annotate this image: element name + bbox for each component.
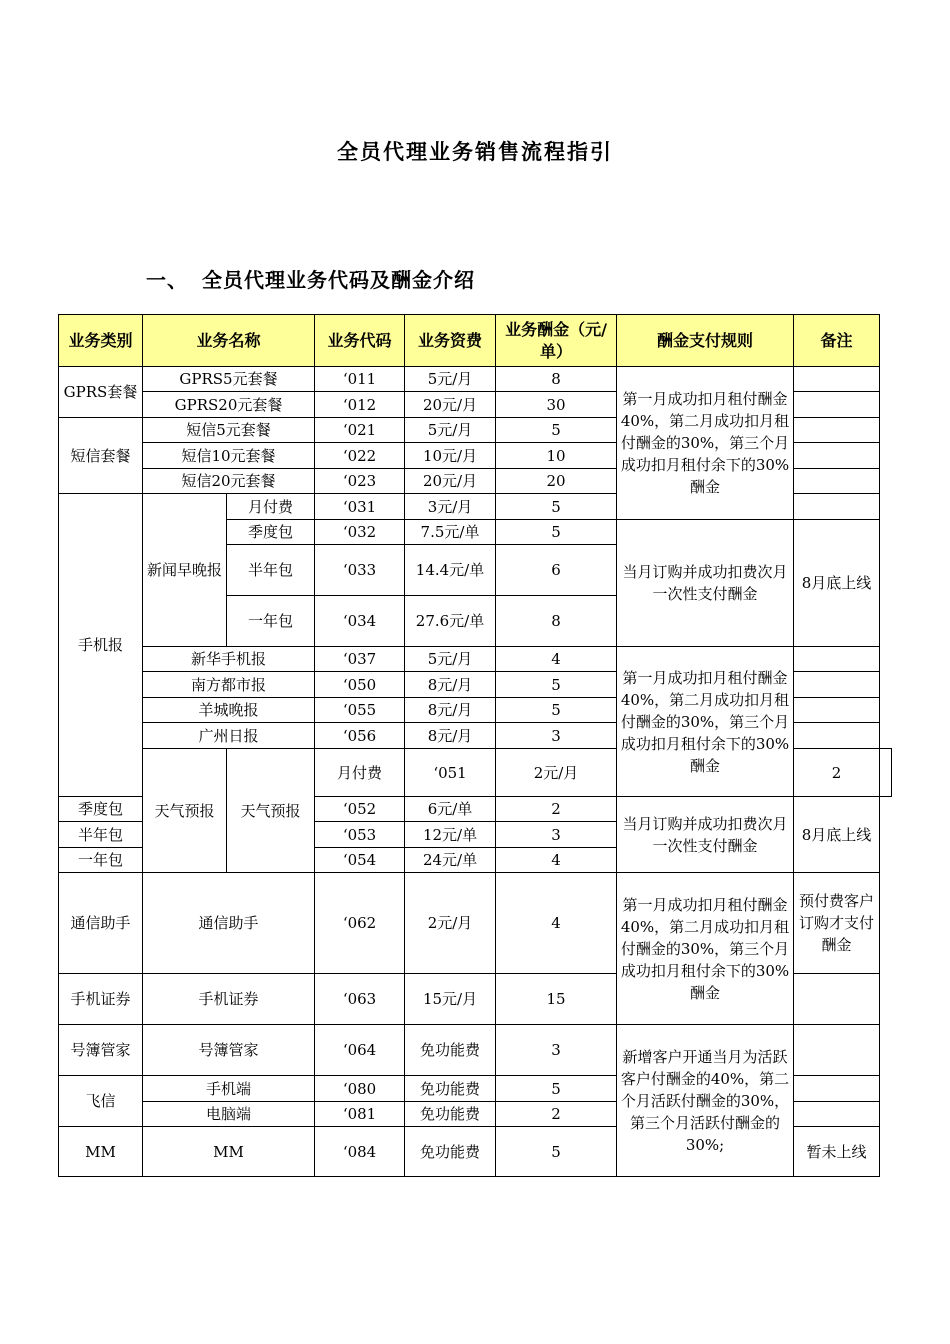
name-cell: 半年包 bbox=[59, 822, 143, 848]
reward-cell: 3 bbox=[496, 723, 617, 749]
section-number: 一、 bbox=[146, 268, 188, 292]
table-row bbox=[59, 873, 892, 974]
rule-cell: 新增客户开通当月为活跃客户付酬金的40%，第二个月活跃付酬金的30%，第三个月活跃付酬金的30%; bbox=[617, 1025, 794, 1177]
section-heading bbox=[146, 264, 475, 293]
remark-cell bbox=[794, 494, 880, 520]
rule-cell: 第一月成功扣月租付酬金40%，第二月成功扣月租付酬金的30%，第三个月成功扣月租付余下的30%酬金 bbox=[617, 367, 794, 520]
header-rule: 酬金支付规则 bbox=[617, 315, 794, 367]
reward-cell: 4 bbox=[496, 873, 617, 974]
fee-cell: 20元/月 bbox=[405, 469, 496, 494]
rule-cell: 第一月成功扣月租付酬金40%，第二月成功扣月租付酬金的30%，第三个月成功扣月租付余下的30%酬金 bbox=[617, 873, 794, 1025]
fee-cell: 6元/单 bbox=[405, 797, 496, 822]
code-cell: ‘056 bbox=[315, 723, 405, 749]
name-cell: 短信10元套餐 bbox=[143, 443, 315, 469]
name-cell: 手机证券 bbox=[143, 974, 315, 1025]
reward-cell: 5 bbox=[496, 672, 617, 698]
name-cell: 羊城晚报 bbox=[143, 698, 315, 723]
remark-cell bbox=[794, 392, 880, 418]
remark-cell bbox=[794, 647, 880, 672]
reward-cell: 4 bbox=[496, 647, 617, 672]
reward-cell: 6 bbox=[496, 545, 617, 596]
reward-cell: 5 bbox=[496, 418, 617, 443]
reward-cell: 10 bbox=[496, 443, 617, 469]
category-cell: 手机证券 bbox=[59, 974, 143, 1025]
code-cell: ‘052 bbox=[315, 797, 405, 822]
code-cell: ‘081 bbox=[315, 1102, 405, 1127]
table-row bbox=[59, 1025, 892, 1076]
code-cell: ‘084 bbox=[315, 1127, 405, 1177]
reward-cell: 3 bbox=[496, 822, 617, 848]
header-row bbox=[59, 315, 892, 367]
code-cell: ‘063 bbox=[315, 974, 405, 1025]
fee-cell: 免功能费 bbox=[405, 1025, 496, 1076]
name-cell: 号簿管家 bbox=[143, 1025, 315, 1076]
table-row bbox=[59, 367, 892, 392]
reward-cell: 30 bbox=[496, 392, 617, 418]
reward-cell: 20 bbox=[496, 469, 617, 494]
header-reward: 业务酬金（元/单） bbox=[496, 315, 617, 367]
name-cell: 广州日报 bbox=[143, 723, 315, 749]
reward-cell: 2 bbox=[496, 797, 617, 822]
code-cell: ‘055 bbox=[315, 698, 405, 723]
code-cell: ‘053 bbox=[315, 822, 405, 848]
remark-cell: 预付费客户订购才支付酬金 bbox=[794, 873, 880, 974]
fee-cell: 免功能费 bbox=[405, 1102, 496, 1127]
remark-cell bbox=[794, 367, 880, 392]
fee-cell: 免功能费 bbox=[405, 1127, 496, 1177]
code-cell: ‘034 bbox=[315, 596, 405, 647]
category-cell: GPRS套餐 bbox=[59, 367, 143, 418]
fee-cell: 免功能费 bbox=[405, 1076, 496, 1102]
fee-cell: 7.5元/单 bbox=[405, 520, 496, 545]
remark-cell bbox=[794, 443, 880, 469]
reward-cell: 8 bbox=[496, 367, 617, 392]
reward-cell: 2 bbox=[496, 1102, 617, 1127]
name-cell: 月付费 bbox=[315, 749, 405, 797]
category-cell: 短信套餐 bbox=[59, 418, 143, 494]
remark-cell bbox=[794, 698, 880, 723]
name-cell: 电脑端 bbox=[143, 1102, 315, 1127]
name-cell: GPRS20元套餐 bbox=[143, 392, 315, 418]
remark-cell bbox=[794, 1102, 880, 1127]
code-cell: ‘011 bbox=[315, 367, 405, 392]
reward-cell: 8 bbox=[496, 596, 617, 647]
remark-cell bbox=[794, 672, 880, 698]
name-cell: 一年包 bbox=[59, 848, 143, 873]
code-cell: ‘033 bbox=[315, 545, 405, 596]
code-cell: ‘054 bbox=[315, 848, 405, 873]
code-cell: ‘021 bbox=[315, 418, 405, 443]
name-cell: 短信5元套餐 bbox=[143, 418, 315, 443]
fee-cell: 5元/月 bbox=[405, 367, 496, 392]
fee-cell: 14.4元/单 bbox=[405, 545, 496, 596]
name-cell: 月付费 bbox=[227, 494, 315, 520]
code-cell: ‘031 bbox=[315, 494, 405, 520]
code-cell: ‘032 bbox=[315, 520, 405, 545]
code-cell: ‘050 bbox=[315, 672, 405, 698]
reward-cell: 5 bbox=[496, 494, 617, 520]
rule-cell: 当月订购并成功扣费次月一次性支付酬金 bbox=[617, 520, 794, 647]
fee-cell: 24元/单 bbox=[405, 848, 496, 873]
name-cell: 南方都市报 bbox=[143, 672, 315, 698]
code-cell: ‘012 bbox=[315, 392, 405, 418]
rule-cell: 当月订购并成功扣费次月一次性支付酬金 bbox=[617, 797, 794, 873]
name-cell: 季度包 bbox=[227, 520, 315, 545]
header-category: 业务类别 bbox=[59, 315, 143, 367]
remark-cell bbox=[794, 1025, 880, 1076]
page-title: 全员代理业务销售流程指引 bbox=[337, 140, 613, 164]
remark-cell bbox=[880, 749, 892, 797]
code-cell: ‘080 bbox=[315, 1076, 405, 1102]
fee-cell: 12元/单 bbox=[405, 822, 496, 848]
subgroup-cell: 天气预报 bbox=[227, 749, 315, 873]
name-cell: 半年包 bbox=[227, 545, 315, 596]
remark-cell: 暂未上线 bbox=[794, 1127, 880, 1177]
fee-cell: 8元/月 bbox=[405, 672, 496, 698]
section-title: 全员代理业务代码及酬金介绍 bbox=[202, 268, 475, 292]
remark-cell: 8月底上线 bbox=[794, 797, 880, 873]
code-cell: ‘064 bbox=[315, 1025, 405, 1076]
fee-cell: 5元/月 bbox=[405, 418, 496, 443]
code-cell: ‘022 bbox=[315, 443, 405, 469]
reward-cell: 5 bbox=[496, 1127, 617, 1177]
reward-cell: 2 bbox=[794, 749, 880, 797]
reward-cell: 4 bbox=[496, 848, 617, 873]
reward-cell: 5 bbox=[496, 698, 617, 723]
fee-cell: 2元/月 bbox=[405, 873, 496, 974]
fee-cell: 2元/月 bbox=[496, 749, 617, 797]
reward-cell: 5 bbox=[496, 520, 617, 545]
reward-cell: 3 bbox=[496, 1025, 617, 1076]
fee-cell: 8元/月 bbox=[405, 698, 496, 723]
header-remark: 备注 bbox=[794, 315, 880, 367]
remark-cell bbox=[794, 418, 880, 443]
fee-cell: 27.6元/单 bbox=[405, 596, 496, 647]
code-cell: ‘051 bbox=[405, 749, 496, 797]
code-cell: ‘062 bbox=[315, 873, 405, 974]
remark-cell bbox=[794, 1076, 880, 1102]
name-cell: 季度包 bbox=[59, 797, 143, 822]
fee-cell: 5元/月 bbox=[405, 647, 496, 672]
category-cell: 手机报 bbox=[59, 494, 143, 797]
category-cell: 通信助手 bbox=[59, 873, 143, 974]
header-fee: 业务资费 bbox=[405, 315, 496, 367]
fee-cell: 20元/月 bbox=[405, 392, 496, 418]
rule-cell: 第一月成功扣月租付酬金40%，第二月成功扣月租付酬金的30%，第三个月成功扣月租付余下的30%酬金 bbox=[617, 647, 794, 797]
category-cell: 天气预报 bbox=[143, 749, 227, 873]
subgroup-cell: 新闻早晚报 bbox=[143, 494, 227, 647]
name-cell: 新华手机报 bbox=[143, 647, 315, 672]
remark-cell: 8月底上线 bbox=[794, 520, 880, 647]
name-cell: 短信20元套餐 bbox=[143, 469, 315, 494]
code-cell: ‘023 bbox=[315, 469, 405, 494]
header-name: 业务名称 bbox=[143, 315, 315, 367]
table-row bbox=[59, 647, 892, 672]
code-cell: ‘037 bbox=[315, 647, 405, 672]
reward-cell: 15 bbox=[496, 974, 617, 1025]
remark-cell bbox=[794, 469, 880, 494]
name-cell: 通信助手 bbox=[143, 873, 315, 974]
name-cell: 一年包 bbox=[227, 596, 315, 647]
business-code-table bbox=[58, 314, 892, 1177]
fee-cell: 8元/月 bbox=[405, 723, 496, 749]
header-code: 业务代码 bbox=[315, 315, 405, 367]
category-cell: MM bbox=[59, 1127, 143, 1177]
name-cell: GPRS5元套餐 bbox=[143, 367, 315, 392]
fee-cell: 3元/月 bbox=[405, 494, 496, 520]
remark-cell bbox=[794, 723, 880, 749]
reward-cell: 5 bbox=[496, 1076, 617, 1102]
fee-cell: 10元/月 bbox=[405, 443, 496, 469]
category-cell: 飞信 bbox=[59, 1076, 143, 1127]
category-cell: 号簿管家 bbox=[59, 1025, 143, 1076]
fee-cell: 15元/月 bbox=[405, 974, 496, 1025]
name-cell: 手机端 bbox=[143, 1076, 315, 1102]
name-cell: MM bbox=[143, 1127, 315, 1177]
remark-cell bbox=[794, 974, 880, 1025]
